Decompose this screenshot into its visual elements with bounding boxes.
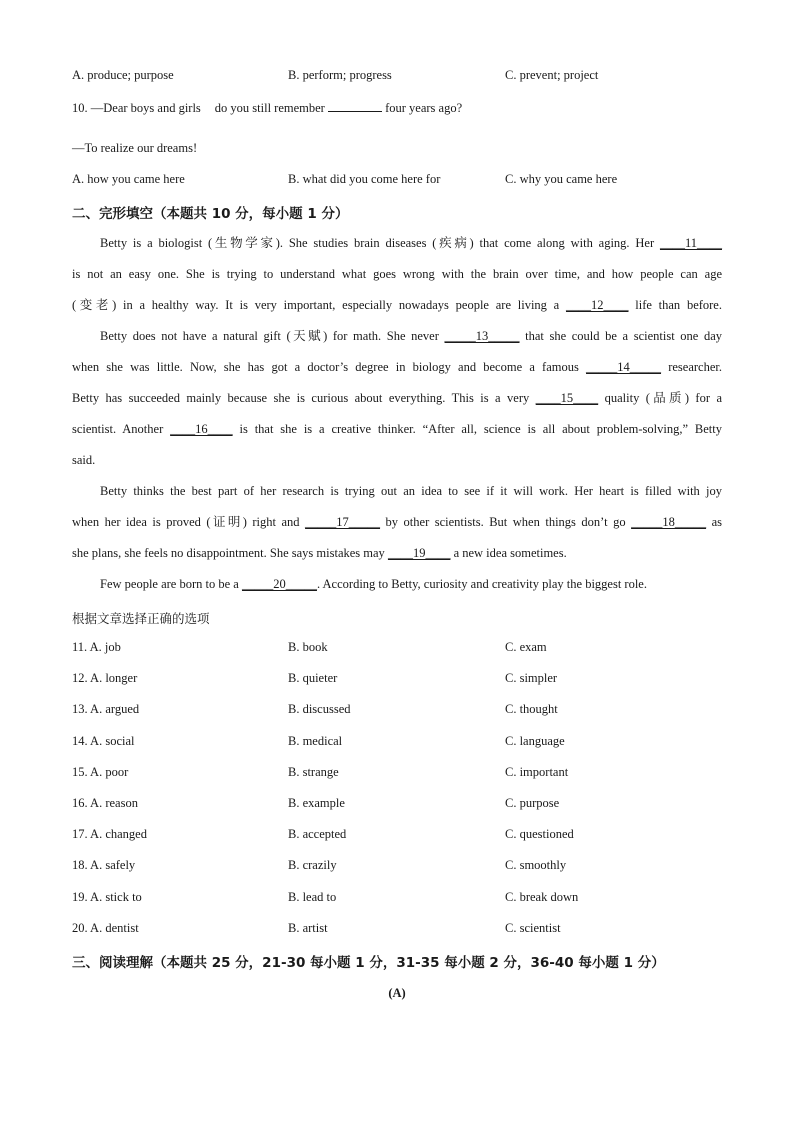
option-a: 20. A. dentist [72, 920, 139, 935]
p3l2b: by other scientists. But when things don’t go [380, 515, 632, 529]
option-row [72, 734, 722, 752]
passage-line: said. [72, 453, 96, 467]
blank-16: ____16____ [170, 422, 233, 436]
option-c: C. important [505, 764, 569, 779]
passage-line [72, 228, 722, 259]
p2l4b: is that she is a creative thinker. “After all, science is all about problem-solving,” Betty [232, 422, 722, 436]
passage-line [72, 383, 722, 414]
passage-line [72, 290, 722, 321]
p3l2a: when her idea is proved (证明) right and [72, 515, 306, 529]
option-b: B. example [288, 796, 345, 810]
option-c: C. thought [505, 702, 558, 717]
p4b: . According to Betty, curiosity and creativity play the biggest role. [316, 577, 647, 591]
option-b: B. strange [288, 764, 339, 779]
p1l1a: Betty is a biologist (生物学家). She studies brain diseases (疾病) that come along with aging. Her [100, 236, 660, 250]
p2l2b: researcher. [661, 360, 722, 374]
q9-option-b: B. perform; progress [288, 68, 392, 82]
option-c: C. questioned [505, 827, 574, 842]
option-a: 17. A. changed [72, 827, 147, 842]
q10-stem [72, 99, 722, 117]
option-c: C. simpler [505, 671, 558, 686]
option-a: 13. A. argued [72, 702, 140, 717]
p1l3a: (变老) in a healthy way. It is very important, especially nowadays people are living a [72, 298, 566, 312]
passage-line [72, 352, 722, 383]
part-a-label: (A) [388, 986, 406, 1000]
blank-18: _____18_____ [631, 515, 707, 529]
q10-suffix: four years ago? [385, 101, 463, 115]
option-b: B. crazily [288, 858, 337, 873]
blank-12: ____12____ [565, 298, 629, 312]
option-b: B. artist [288, 920, 328, 935]
p2l3b: quality (品质) for a [598, 391, 722, 405]
q10-reply: —To realize our dreams! [72, 141, 198, 155]
section2-title: 二、完形填空（本题共 10 分，每小题 1 分） [72, 206, 349, 222]
q10-prefix: 10. —Dear boys and girls [72, 101, 201, 115]
option-c: C. break down [505, 889, 579, 904]
cloze-passage [72, 228, 722, 600]
section3-title: 三、阅读理解（本题共 25 分，21-30 每小题 1 分，31-35 每小题 2 分，36-40 每小题 1 分） [72, 955, 665, 971]
p2l1a: Betty does not have a natural gift (天赋) for math. She never [100, 329, 445, 343]
p4a: Few people are born to be a [100, 577, 242, 591]
option-row [72, 765, 722, 783]
q10-mid: do you still remember [214, 101, 325, 115]
option-b: B. book [288, 640, 328, 654]
q9-option-a: A. produce; purpose [72, 68, 174, 82]
blank-15: ____15____ [535, 391, 599, 405]
option-b: B. discussed [288, 702, 351, 717]
option-b: B. medical [288, 733, 343, 748]
passage-line: is not an easy one. She is trying to understand what goes wrong with the brain over time, and how people can age [72, 267, 722, 281]
option-row [72, 702, 722, 720]
p2l2a: when she was little. Now, she has got a doctor’s degree in biology and become a famous [72, 360, 587, 374]
blank-13: _____13_____ [444, 329, 520, 343]
passage-line [72, 538, 722, 569]
p1l3b: life than before. [628, 298, 722, 312]
option-b: B. accepted [288, 827, 347, 842]
passage-line [72, 321, 722, 352]
p2l3a: Betty has succeeded mainly because she is curious about everything. This is a very [72, 391, 536, 405]
option-row [72, 640, 722, 658]
option-c: C. purpose [505, 796, 560, 810]
option-a: 16. A. reason [72, 796, 138, 810]
option-row [72, 796, 722, 814]
option-a: 15. A. poor [72, 764, 129, 779]
q10-option-b: B. what did you come here for [288, 172, 441, 186]
option-row [72, 858, 722, 876]
option-a: 12. A. longer [72, 671, 138, 686]
blank-20: _____20_____ [241, 577, 317, 591]
option-c: C. smoothly [505, 858, 567, 873]
p2l1b: that she could be a scientist one day [519, 329, 722, 343]
option-a: 19. A. stick to [72, 889, 142, 904]
q10-options [72, 172, 722, 190]
blank-14: _____14_____ [586, 360, 662, 374]
q10-option-a: A. how you came here [72, 172, 185, 186]
option-row [72, 890, 722, 908]
passage-line [72, 569, 722, 600]
option-a: 18. A. safely [72, 858, 136, 873]
passage-line: Betty thinks the best part of her research is trying out an idea to see if it will work. Her heart is filled with joy [100, 484, 722, 498]
q10-blank [328, 99, 382, 112]
p3l3a: she plans, she feels no disappointment. She says mistakes may [72, 546, 388, 560]
option-b: B. lead to [288, 889, 337, 904]
p3l2c: as [706, 515, 722, 529]
blank-19: ____19____ [387, 546, 451, 560]
instruction: 根据文章选择正确的选项 [72, 611, 210, 626]
q9-option-c: C. prevent; project [505, 68, 599, 82]
passage-line [72, 507, 722, 538]
option-c: C. scientist [505, 920, 561, 935]
option-a: 11. A. job [72, 640, 121, 654]
option-a: 14. A. social [72, 733, 135, 748]
p2l4a: scientist. Another [72, 422, 171, 436]
option-row [72, 671, 722, 689]
q9-options [72, 68, 722, 86]
option-c: C. language [505, 733, 565, 748]
passage-line [72, 414, 722, 445]
q10-option-c: C. why you came here [505, 172, 618, 186]
blank-11: ____11____ [659, 236, 722, 250]
p3l3b: a new idea sometimes. [450, 546, 567, 560]
option-row [72, 827, 722, 845]
option-b: B. quieter [288, 671, 338, 686]
option-c: C. exam [505, 640, 547, 654]
blank-17: _____17_____ [305, 515, 381, 529]
option-row [72, 921, 722, 939]
